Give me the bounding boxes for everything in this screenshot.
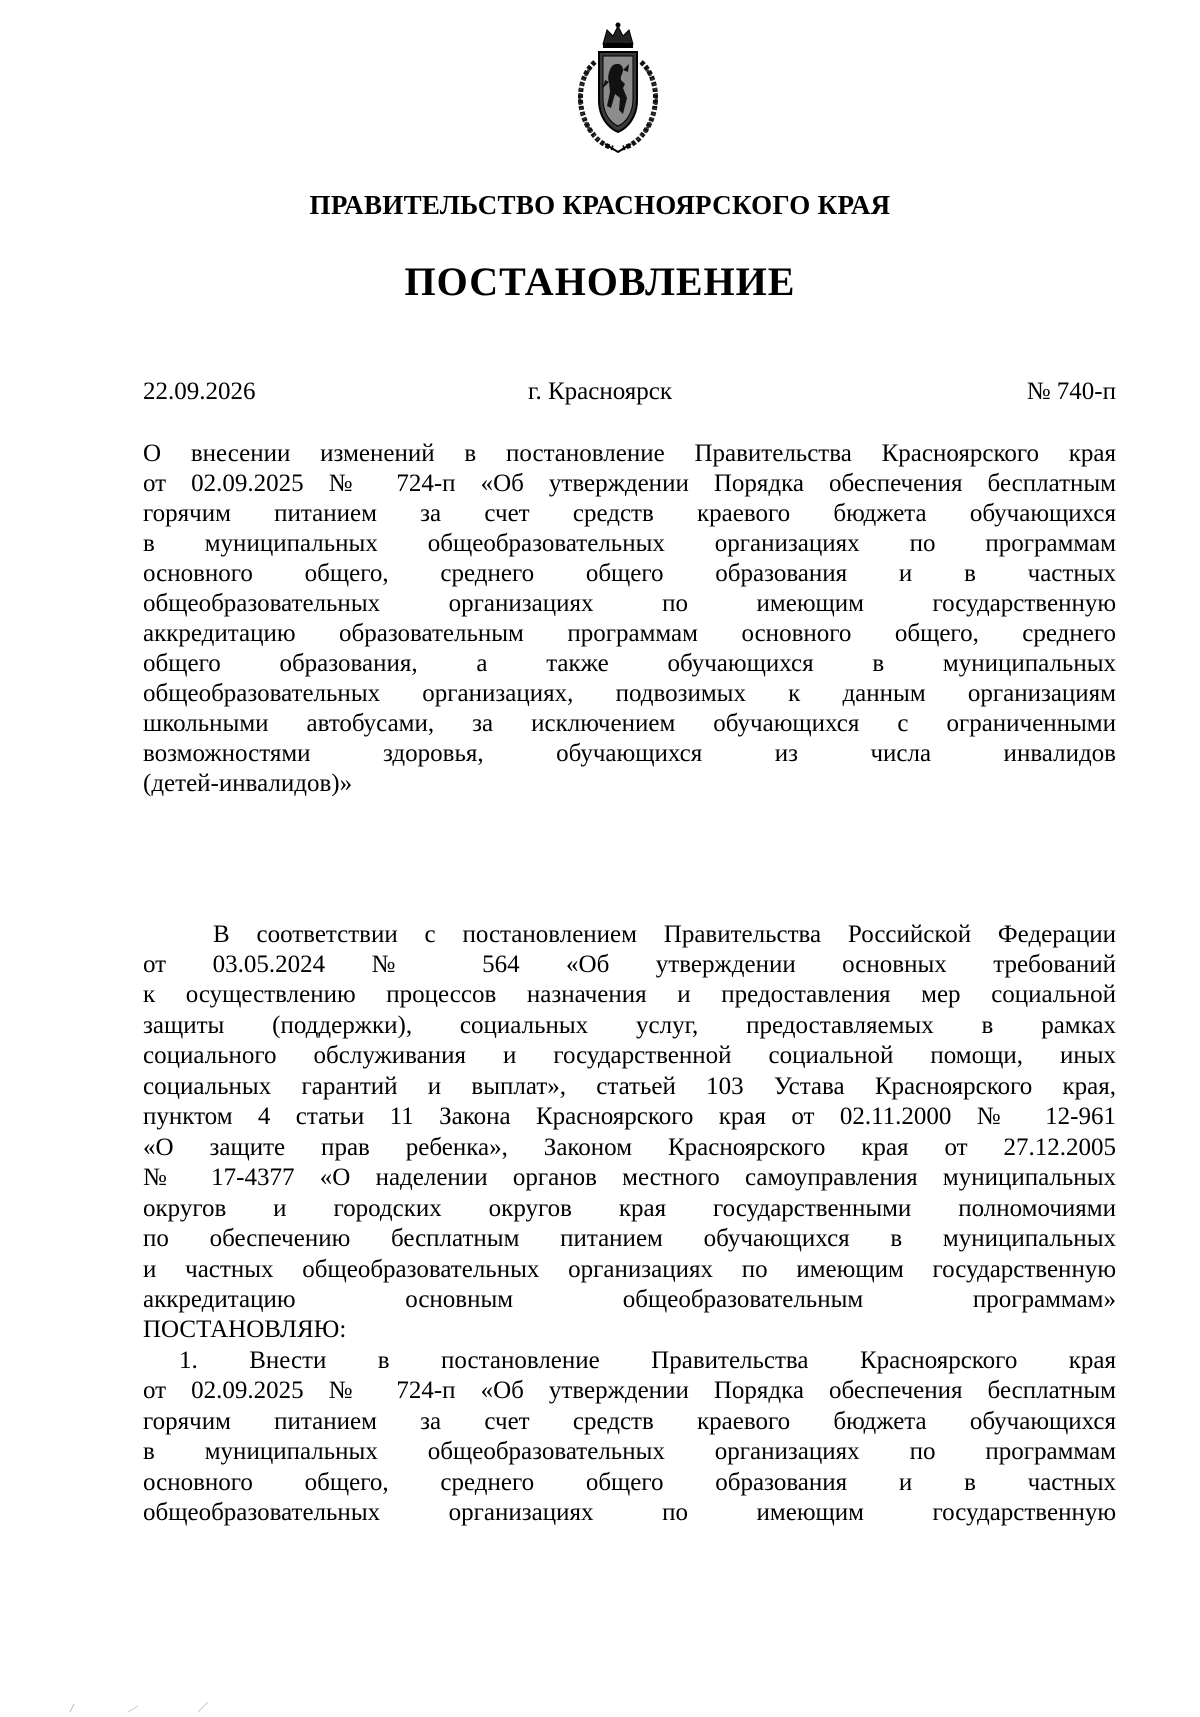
body-line: основного общего, среднего общего образования и в частных [143, 1469, 1116, 1496]
title-line: основного общего, среднего общего образования и в частных [143, 560, 1116, 587]
title-line: горячим питанием за счет средств краевого бюджета обучающихся [143, 500, 1116, 527]
body-line: по обеспечению бесплатным питанием обучающихся в муниципальных [143, 1225, 1116, 1252]
title-line: школьными автобусами, за исключением обучающихся с ограниченными [143, 710, 1116, 737]
title-line: возможностями здоровья, обучающихся из числа инвалидов [143, 740, 1116, 767]
body-line: пунктом 4 статьи 11 Закона Красноярского края от 02.11.2000 № 12-961 [143, 1103, 1116, 1130]
body-line: аккредитацию основным общеобразовательным программам» [143, 1286, 1116, 1313]
body-line: в муниципальных общеобразовательных организациях по программам [143, 1438, 1116, 1465]
title-line: общего образования, а также обучающихся в муниципальных [143, 650, 1116, 677]
body-line: от 03.05.2024 № 564 «Об утверждении основных требований [143, 951, 1116, 978]
body-line: к осуществлению процессов назначения и предоставления мер социальной [143, 981, 1116, 1008]
body-line: № 17-4377 «О наделении органов местного самоуправления муниципальных [143, 1164, 1116, 1191]
organization-name: ПРАВИТЕЛЬСТВО КРАСНОЯРСКОГО КРАЯ [309, 190, 891, 220]
body-line: социального обслуживания и государственной социальной помощи, иных [143, 1042, 1116, 1069]
body-line: «О защите прав ребенка», Законом Красноярского края от 27.12.2005 [143, 1134, 1116, 1161]
body-line: от 02.09.2025 № 724-п «Об утверждении Порядка обеспечения бесплатным [143, 1377, 1116, 1404]
document-city: г. Красноярск [528, 378, 672, 405]
title-line: от 02.09.2025 № 724-п «Об утверждении Порядка обеспечения бесплатным [143, 470, 1116, 497]
body-line: защиты (поддержки), социальных услуг, предоставляемых в рамках [143, 1012, 1116, 1039]
document-number: № 740-п [1026, 378, 1116, 405]
title-line: О внесении изменений в постановление Правительства Красноярского края [143, 440, 1116, 467]
decree-keyword: ПОСТАНОВЛЯЮ: [143, 1316, 347, 1343]
body-line: В соответствии с постановлением Правительства Российской Федерации [213, 921, 1116, 948]
body-line: 1. Внести в постановление Правительства Красноярского края [179, 1347, 1116, 1374]
title-line: аккредитацию образовательным программам основного общего, среднего [143, 620, 1116, 647]
body-line: горячим питанием за счет средств краевого бюджета обучающихся [143, 1408, 1116, 1435]
body-line: социальных гарантий и выплат», статьей 103 Устава Красноярского края, [143, 1073, 1116, 1100]
scan-artifact-mark [68, 1700, 218, 1714]
body-line: общеобразовательных организациях по имеющим государственную [143, 1499, 1116, 1526]
title-line: в муниципальных общеобразовательных организациях по программам [143, 530, 1116, 557]
title-line: общеобразовательных организациях по имеющим государственную [143, 590, 1116, 617]
title-line: общеобразовательных организациях, подвозимых к данным организациям [143, 680, 1116, 707]
document-type-heading: ПОСТАНОВЛЕНИЕ [404, 259, 796, 304]
body-line: округов и городских округов края государственными полномочиями [143, 1195, 1116, 1222]
body-line: и частных общеобразовательных организациях по имеющим государственную [143, 1256, 1116, 1283]
krasnoyarsk-coat-of-arms-emblem [565, 22, 671, 154]
title-line: (детей-инвалидов)» [143, 770, 353, 797]
document-date: 22.09.2026 [143, 378, 256, 405]
